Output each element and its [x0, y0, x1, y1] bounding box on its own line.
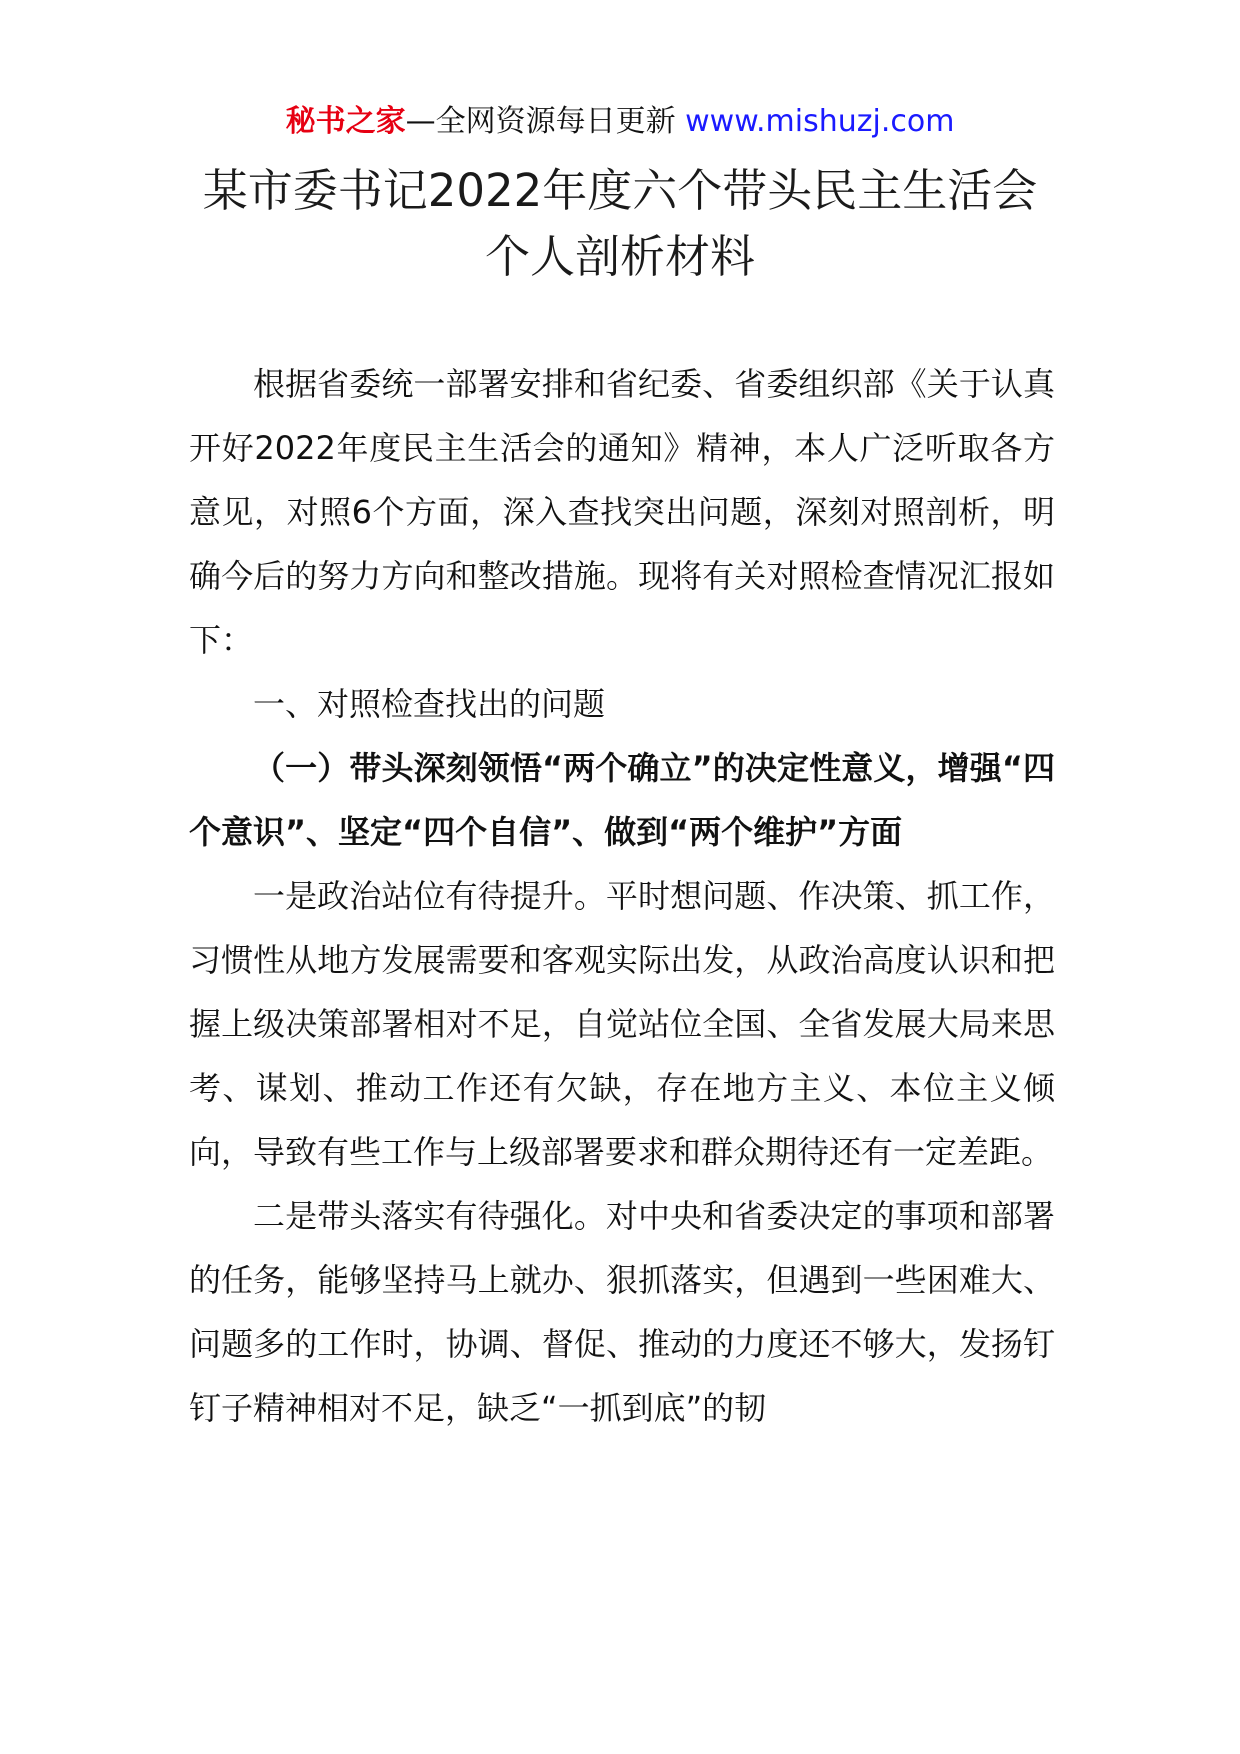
title-line-2: 个人剖析材料	[484, 230, 755, 283]
subsection-heading: （一）带头深刻领悟“两个确立”的决定性意义，增强“四个意识”、坚定“四个自信”、做到“两个维护”方面	[189, 749, 1055, 851]
body-paragraph-2: 二是带头落实有待强化。对中央和省委决定的事项和部署的任务，能够坚持马上就办、狠抓落实，但遇到一些困难大、问题多的工作时，协调、督促、推动的力度还不够大，发扬钉钉子精神相对不足，缺乏“一抓到底”的韧	[189, 1197, 1055, 1427]
section-heading: 一、对照检查找出的问题	[253, 685, 606, 723]
watermark-header	[0, 100, 1240, 144]
intro-paragraph: 根据省委统一部署安排和省纪委、省委组织部《关于认真开好2022年度民主生活会的通知》精神，本人广泛听取各方意见，对照6个方面，深入查找突出问题，深刻对照剖析，明确今后的努力方向和整改措施。现将有关对照检查情况汇报如下：	[189, 365, 1055, 659]
site-url: www.mishuzj.com	[685, 104, 955, 139]
document-body	[189, 352, 1055, 1440]
body-paragraph-1: 一是政治站位有待提升。平时想问题、作决策、抓工作，习惯性从地方发展需要和客观实际出发，从政治高度认识和把握上级决策部署相对不足，自觉站位全国、全省发展大局来思考、谋划、推动工作还有欠缺，存在地方主义、本位主义倾向，导致有些工作与上级部署要求和群众期待还有一定差距。	[189, 877, 1055, 1171]
document-title	[120, 158, 1120, 290]
site-tagline: —全网资源每日更新	[405, 104, 676, 139]
title-line-1: 某市委书记2022年度六个带头民主生活会	[202, 164, 1038, 217]
site-brand: 秘书之家	[285, 104, 406, 139]
